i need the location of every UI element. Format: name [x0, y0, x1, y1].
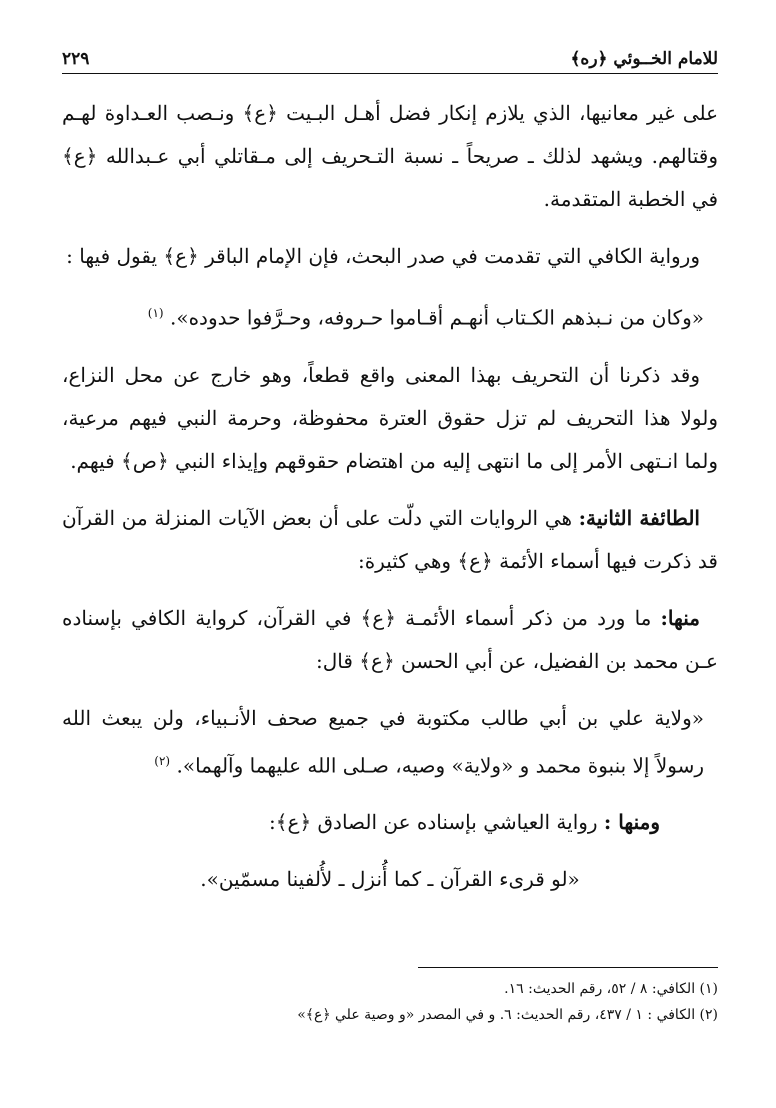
running-title: للامام الخــوئي ﴿ره﴾ — [570, 49, 718, 69]
paragraph-text: هي الروايات التي دلّت على أن بعض الآيات المنزلة من القرآن قد ذكرت فيها أسماء الأئمة ﴿ع﴾ وهي كثيرة: — [62, 505, 718, 573]
paragraph-text: ما ورد من ذكر أسماء الأئمـة ﴿ع﴾ في القرآن، كرواية الكافي بإسناده عـن محمد بن الفضيل، عن أبي الحسن ﴿ع﴾ قال: — [62, 605, 718, 673]
running-header — [62, 40, 718, 74]
quotation: «لو قرىء القرآن ـ كما أُنزل ـ لأُلفينا مسمّين». — [200, 867, 580, 892]
footnotes — [62, 976, 718, 1028]
section-lead: الطائفة الثانية: — [578, 505, 700, 530]
section-lead: ومنها : — [603, 810, 660, 835]
paragraph — [62, 497, 718, 583]
paragraph-text: رواية العياشي بإسناده عن الصادق ﴿ع﴾: — [269, 810, 604, 835]
footnote: (٢) الكافي : ١ / ٤٣٧، رقم الحديث: ٦. و في المصدر «و وصية علي ﴿ع﴾» — [297, 1007, 718, 1023]
paragraph — [62, 597, 718, 683]
quotation — [62, 292, 718, 340]
section-lead: منها: — [660, 605, 700, 630]
footnote-ref: (٢) — [154, 753, 171, 768]
quotation — [62, 697, 718, 788]
footnote-ref: (١) — [147, 306, 164, 320]
quotation-text: «ولاية علي بن أبي طالب مكتوبة في جميع صحف الأنـبياء، ولن يبعث الله رسولاً إلا بنبوة محمد و «ولاية» وصيه، صـلى الله عليهما وآلهما». — [62, 705, 704, 778]
paragraph — [62, 801, 718, 844]
quotation-text: «وكان من نـبذهم الكـتاب أنهـم أقـاموا حـروفه، وحـرَّفوا حدوده». — [169, 305, 704, 330]
main-text — [62, 92, 718, 915]
paragraph: على غير معانيها، الذي يلازم إنكار فضل أهـل البـيت ﴿ع﴾ ونـصب العـداوة لهـم وقتالهم. ويشهد لذلك ـ صريحاً ـ نسبة التـحريف إلى مـقاتلي أبي عـبدالله ﴿ع﴾ في الخطبة المتقدمة. — [62, 101, 718, 211]
page-number: ٢٢٩ — [62, 49, 90, 69]
footnote-divider — [418, 967, 718, 968]
paragraph: وقد ذكرنا أن التحريف بهذا المعنى واقع قطعاً، وهو خارج عن محل النزاع، ولولا هذا التحريف لم تزل حقوق العترة محفوظة، وحرمة النبي فيهم مرعية، ولما انـتهى الأمر إلى ما انتهى إليه من اهتضام حقوقهم وإيذاء النبي ﴿ص﴾ فيهم. — [62, 362, 718, 473]
footnote: (١) الكافي: ٨ / ٥٢، رقم الحديث: ١٦. — [504, 981, 718, 997]
paragraph: ورواية الكافي التي تقدمت في صدر البحث، فإن الإمام الباقر ﴿ع﴾ يقول فيها : — [66, 244, 700, 268]
